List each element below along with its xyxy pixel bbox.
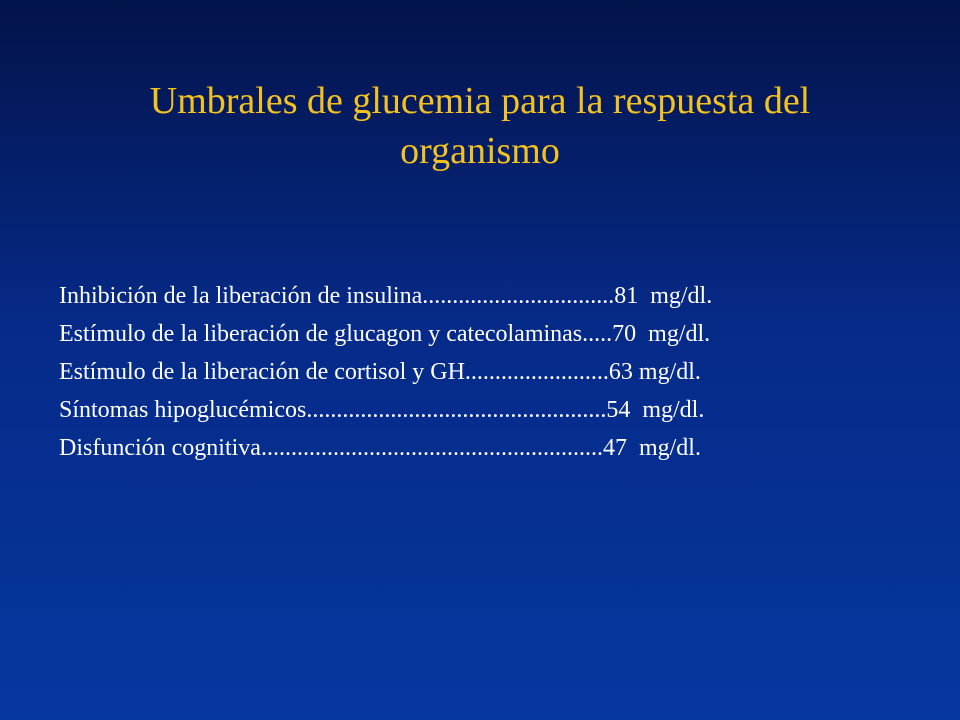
threshold-item-sintomas: Síntomas hipoglucémicos..................................................54 mg/dl. bbox=[59, 397, 705, 423]
threshold-item-disfuncion: Disfunción cognitiva.........................................................47 mg/dl. bbox=[59, 435, 701, 461]
slide-title-line-2: organismo bbox=[400, 130, 560, 172]
threshold-list bbox=[59, 277, 712, 467]
threshold-item-cortisol: Estímulo de la liberación de cortisol y GH........................63 mg/dl. bbox=[59, 359, 701, 385]
threshold-item-glucagon: Estímulo de la liberación de glucagon y catecolaminas.....70 mg/dl. bbox=[59, 321, 711, 347]
slide-title bbox=[80, 76, 880, 176]
slide-title-line-1: Umbrales de glucemia para la respuesta del bbox=[149, 80, 811, 122]
threshold-item-insulina: Inhibición de la liberación de insulina................................81 mg/dl. bbox=[59, 283, 713, 309]
